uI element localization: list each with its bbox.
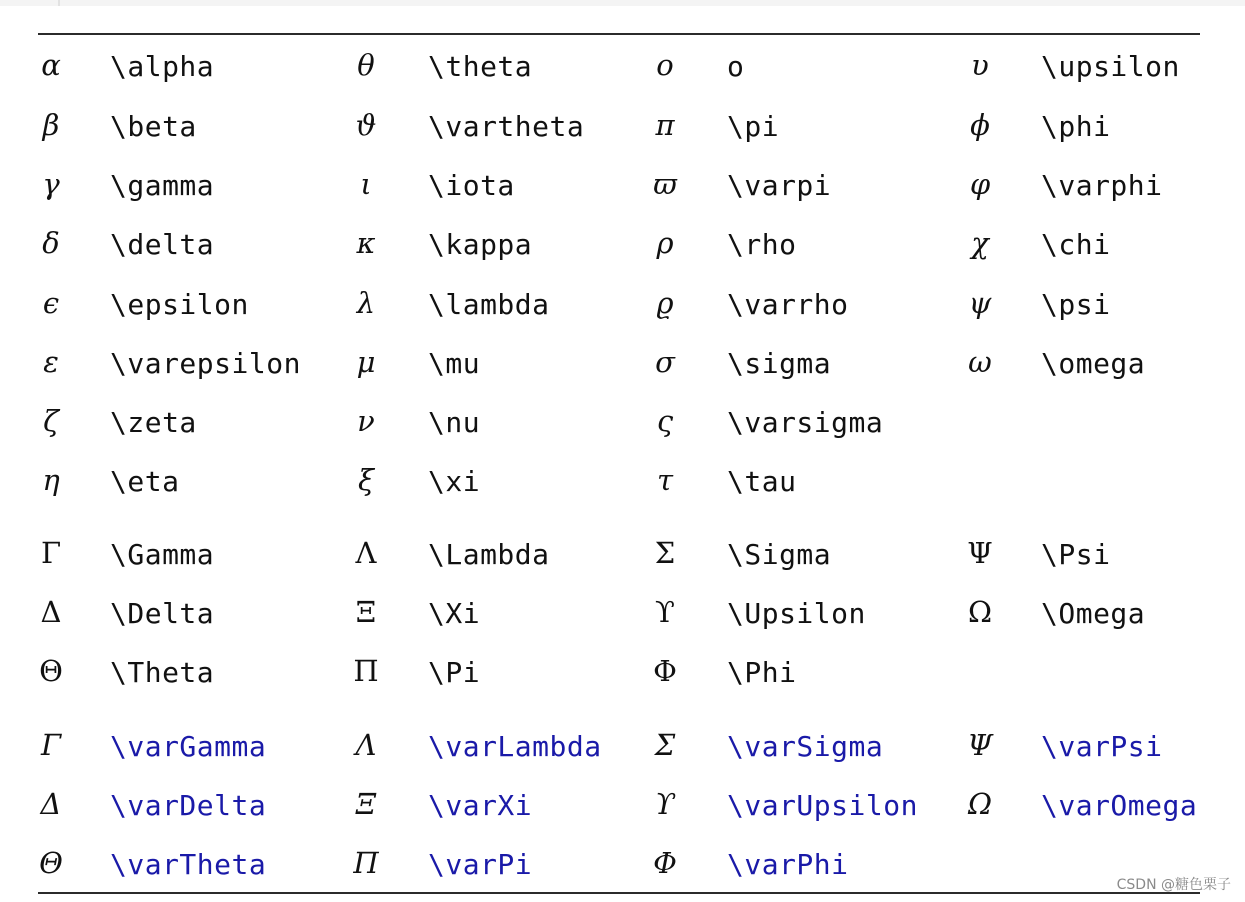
latex-command: \kappa — [428, 228, 533, 261]
greek-symbol: ρ — [656, 226, 674, 260]
greek-symbol: ϱ — [656, 286, 674, 320]
greek-symbol: Ω — [967, 787, 993, 821]
greek-symbol: Σ — [654, 536, 676, 570]
greek-symbol: ν — [357, 404, 375, 438]
greek-symbol: γ — [42, 167, 60, 201]
greek-symbol: Δ — [40, 787, 62, 821]
greek-symbol: π — [655, 108, 675, 142]
latex-command: \sigma — [727, 347, 832, 380]
latex-command: \pi — [727, 110, 780, 143]
greek-symbol: κ — [356, 226, 376, 260]
latex-command: \varLambda — [428, 730, 602, 763]
latex-command: \Sigma — [727, 538, 832, 571]
latex-command: \varphi — [1041, 169, 1163, 202]
latex-command: \varXi — [428, 789, 533, 822]
latex-command: \varOmega — [1041, 789, 1198, 822]
latex-command: \varGamma — [110, 730, 267, 763]
top-strip-mark — [58, 0, 60, 6]
latex-command: \omega — [1041, 347, 1146, 380]
latex-command: \beta — [110, 110, 197, 143]
table-top-rule — [38, 33, 1200, 35]
latex-command: \varPsi — [1041, 730, 1163, 763]
greek-symbol: ς — [656, 404, 674, 438]
greek-symbol: Λ — [355, 728, 377, 762]
latex-command: \upsilon — [1041, 50, 1180, 83]
greek-symbol: τ — [656, 463, 674, 497]
top-strip — [0, 0, 1245, 6]
greek-symbol: θ — [357, 48, 375, 82]
greek-symbol: Φ — [653, 846, 677, 880]
greek-symbol: β — [42, 108, 60, 142]
latex-command: \varDelta — [110, 789, 267, 822]
latex-command: \delta — [110, 228, 215, 261]
greek-symbol: Ξ — [355, 595, 377, 629]
greek-symbol: ψ — [968, 286, 992, 320]
greek-symbol: μ — [356, 345, 376, 379]
latex-command: \Psi — [1041, 538, 1111, 571]
latex-command: \xi — [428, 465, 481, 498]
greek-symbol: Ω — [967, 595, 993, 629]
greek-symbol: φ — [969, 167, 991, 201]
table-bottom-rule — [38, 892, 1200, 894]
latex-command: \Xi — [428, 597, 481, 630]
latex-command: \Delta — [110, 597, 215, 630]
latex-command: \Pi — [428, 656, 481, 689]
latex-command: \epsilon — [110, 288, 249, 321]
greek-symbol: Θ — [39, 846, 63, 880]
latex-command: \eta — [110, 465, 180, 498]
greek-symbol: λ — [356, 286, 376, 320]
greek-symbol: χ — [971, 226, 989, 260]
greek-symbol: Γ — [40, 728, 62, 762]
latex-command: \varpi — [727, 169, 832, 202]
latex-command: \iota — [428, 169, 515, 202]
greek-symbol: ε — [43, 345, 59, 379]
latex-command: \zeta — [110, 406, 197, 439]
watermark: CSDN @糖色栗子 — [1116, 877, 1231, 893]
latex-command: \Omega — [1041, 597, 1146, 630]
greek-symbol: Ξ — [355, 787, 377, 821]
latex-command: \varSigma — [727, 730, 884, 763]
latex-command: \varepsilon — [110, 347, 301, 380]
latex-command: \Phi — [727, 656, 797, 689]
latex-command: \rho — [727, 228, 797, 261]
greek-symbol: δ — [42, 226, 60, 260]
latex-command: \varTheta — [110, 848, 267, 881]
greek-symbol: ω — [968, 345, 992, 379]
latex-command: \Gamma — [110, 538, 215, 571]
latex-command: \alpha — [110, 50, 215, 83]
greek-symbol: Θ — [39, 654, 63, 688]
greek-symbol: α — [41, 48, 61, 82]
latex-command: \varPhi — [727, 848, 849, 881]
latex-command: \lambda — [428, 288, 550, 321]
latex-command: \vartheta — [428, 110, 585, 143]
latex-command: \gamma — [110, 169, 215, 202]
latex-command: \Upsilon — [727, 597, 866, 630]
greek-symbol: Π — [353, 846, 379, 880]
greek-symbol: Γ — [40, 536, 62, 570]
latex-command: \psi — [1041, 288, 1111, 321]
latex-command: \chi — [1041, 228, 1111, 261]
greek-symbol: Φ — [653, 654, 677, 688]
greek-symbol: ϒ — [655, 595, 675, 629]
greek-symbol: υ — [971, 48, 989, 82]
greek-symbol: σ — [655, 345, 675, 379]
greek-symbol: ϑ — [355, 108, 377, 142]
latex-command: \tau — [727, 465, 797, 498]
latex-command: \varUpsilon — [727, 789, 918, 822]
greek-symbol: Δ — [40, 595, 62, 629]
latex-command: o — [727, 50, 745, 83]
latex-command: \Lambda — [428, 538, 550, 571]
greek-symbol: Ψ — [967, 728, 993, 762]
greek-symbol: Λ — [355, 536, 377, 570]
latex-command: \mu — [428, 347, 481, 380]
greek-symbol: η — [42, 463, 60, 497]
latex-command: \phi — [1041, 110, 1111, 143]
greek-symbol: ι — [360, 167, 372, 201]
latex-command: \varrho — [727, 288, 849, 321]
greek-symbol: ϖ — [653, 167, 677, 201]
greek-symbol: o — [656, 48, 674, 82]
latex-command: \Theta — [110, 656, 215, 689]
latex-command: \varPi — [428, 848, 533, 881]
greek-symbol: ζ — [43, 404, 59, 438]
greek-symbol: ξ — [358, 463, 374, 497]
greek-symbol: Σ — [654, 728, 676, 762]
greek-symbol: ϕ — [970, 108, 990, 142]
greek-symbol: ϒ — [655, 787, 675, 821]
latex-command: \nu — [428, 406, 481, 439]
latex-command: \theta — [428, 50, 533, 83]
greek-symbol: Π — [353, 654, 379, 688]
latex-command: \varsigma — [727, 406, 884, 439]
greek-symbol: Ψ — [967, 536, 993, 570]
greek-symbol: ϵ — [42, 286, 60, 320]
